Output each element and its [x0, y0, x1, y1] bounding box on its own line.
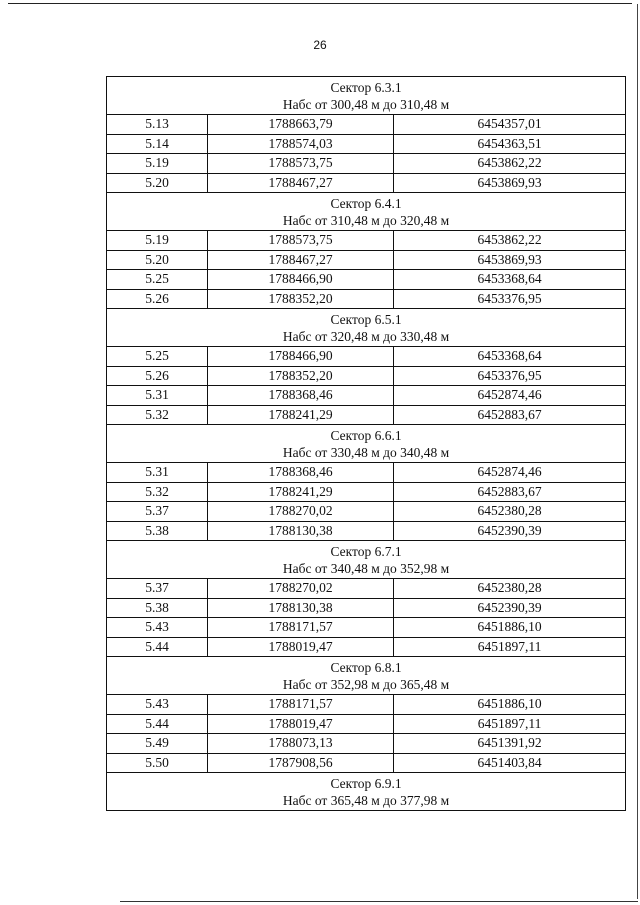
point-number-cell: 5.37	[107, 579, 208, 599]
x-coordinate-cell: 1788467,27	[208, 173, 394, 193]
sector-title: Сектор 6.6.1	[330, 427, 402, 443]
x-coordinate-cell: 1788241,29	[208, 405, 394, 425]
point-number-cell: 5.37	[107, 502, 208, 522]
table-row	[107, 502, 626, 522]
y-coordinate-cell: 6451403,84	[394, 753, 626, 773]
y-coordinate-cell: 6451391,92	[394, 734, 626, 754]
y-coordinate-cell: 6451897,11	[394, 714, 626, 734]
x-coordinate-cell: 1788368,46	[208, 463, 394, 483]
page-number: 26	[313, 38, 327, 52]
table-row	[107, 270, 626, 290]
table-row	[107, 173, 626, 193]
table-row	[107, 231, 626, 251]
sector-header-cell	[107, 425, 626, 463]
page-border-bottom	[120, 901, 638, 902]
y-coordinate-cell: 6454357,01	[394, 115, 626, 135]
point-number-cell: 5.43	[107, 618, 208, 638]
y-coordinate-cell: 6452874,46	[394, 463, 626, 483]
x-coordinate-cell: 1788073,13	[208, 734, 394, 754]
x-coordinate-cell: 1788663,79	[208, 115, 394, 135]
sector-height-range: Набс от 310,48 м до 320,48 м	[282, 212, 450, 228]
sector-title: Сектор 6.9.1	[330, 775, 402, 791]
sector-header-row	[107, 77, 626, 115]
sector-height-range: Набс от 320,48 м до 330,48 м	[282, 328, 450, 344]
y-coordinate-cell: 6452874,46	[394, 386, 626, 406]
x-coordinate-cell: 1788171,57	[208, 695, 394, 715]
point-number-cell: 5.32	[107, 482, 208, 502]
point-number-cell: 5.31	[107, 463, 208, 483]
point-number-cell: 5.44	[107, 637, 208, 657]
sector-height-range: Набс от 330,48 м до 340,48 м	[282, 444, 450, 460]
sector-header-cell	[107, 309, 626, 347]
x-coordinate-cell: 1788467,27	[208, 250, 394, 270]
y-coordinate-cell: 6451886,10	[394, 618, 626, 638]
table-row	[107, 154, 626, 174]
y-coordinate-cell: 6453376,95	[394, 366, 626, 386]
y-coordinate-cell: 6453869,93	[394, 173, 626, 193]
y-coordinate-cell: 6453376,95	[394, 289, 626, 309]
point-number-cell: 5.13	[107, 115, 208, 135]
x-coordinate-cell: 1788466,90	[208, 270, 394, 290]
coordinates-table	[106, 76, 626, 811]
table-row	[107, 521, 626, 541]
y-coordinate-cell: 6452390,39	[394, 598, 626, 618]
x-coordinate-cell: 1788171,57	[208, 618, 394, 638]
point-number-cell: 5.50	[107, 753, 208, 773]
page-border-right	[637, 4, 638, 899]
y-coordinate-cell: 6453869,93	[394, 250, 626, 270]
table-row	[107, 598, 626, 618]
point-number-cell: 5.31	[107, 386, 208, 406]
table-row	[107, 579, 626, 599]
table-row	[107, 386, 626, 406]
table-row	[107, 618, 626, 638]
table-row	[107, 753, 626, 773]
x-coordinate-cell: 1788130,38	[208, 598, 394, 618]
y-coordinate-cell: 6451886,10	[394, 695, 626, 715]
page-border-top	[8, 3, 632, 4]
sector-title: Сектор 6.3.1	[330, 79, 402, 95]
sector-header-cell	[107, 193, 626, 231]
y-coordinate-cell: 6451897,11	[394, 637, 626, 657]
x-coordinate-cell: 1788573,75	[208, 154, 394, 174]
table-row	[107, 463, 626, 483]
sector-header-row	[107, 657, 626, 695]
sector-header-row	[107, 541, 626, 579]
x-coordinate-cell: 1788466,90	[208, 347, 394, 367]
x-coordinate-cell: 1788352,20	[208, 366, 394, 386]
point-number-cell: 5.49	[107, 734, 208, 754]
sector-header-cell	[107, 77, 626, 115]
point-number-cell: 5.19	[107, 154, 208, 174]
sector-header-row	[107, 773, 626, 811]
point-number-cell: 5.26	[107, 289, 208, 309]
y-coordinate-cell: 6453368,64	[394, 270, 626, 290]
point-number-cell: 5.43	[107, 695, 208, 715]
table-row	[107, 115, 626, 135]
point-number-cell: 5.38	[107, 598, 208, 618]
point-number-cell: 5.14	[107, 134, 208, 154]
point-number-cell: 5.26	[107, 366, 208, 386]
sector-height-range: Набс от 365,48 м до 377,98 м	[282, 792, 450, 808]
table-row	[107, 289, 626, 309]
x-coordinate-cell: 1788270,02	[208, 502, 394, 522]
sector-title: Сектор 6.8.1	[330, 659, 402, 675]
sector-title: Сектор 6.5.1	[330, 311, 402, 327]
point-number-cell: 5.32	[107, 405, 208, 425]
table-row	[107, 482, 626, 502]
sector-header-row	[107, 309, 626, 347]
point-number-cell: 5.25	[107, 270, 208, 290]
x-coordinate-cell: 1787908,56	[208, 753, 394, 773]
x-coordinate-cell: 1788368,46	[208, 386, 394, 406]
table-row	[107, 734, 626, 754]
y-coordinate-cell: 6452380,28	[394, 502, 626, 522]
sector-header-row	[107, 425, 626, 463]
x-coordinate-cell: 1788241,29	[208, 482, 394, 502]
sector-height-range: Набс от 352,98 м до 365,48 м	[282, 676, 450, 692]
table-row	[107, 366, 626, 386]
point-number-cell: 5.38	[107, 521, 208, 541]
sector-header-cell	[107, 541, 626, 579]
y-coordinate-cell: 6453862,22	[394, 231, 626, 251]
y-coordinate-cell: 6452883,67	[394, 405, 626, 425]
sector-height-range: Набс от 300,48 м до 310,48 м	[282, 96, 450, 112]
table-row	[107, 347, 626, 367]
y-coordinate-cell: 6452390,39	[394, 521, 626, 541]
sector-title: Сектор 6.4.1	[330, 195, 402, 211]
x-coordinate-cell: 1788019,47	[208, 714, 394, 734]
y-coordinate-cell: 6452883,67	[394, 482, 626, 502]
y-coordinate-cell: 6454363,51	[394, 134, 626, 154]
y-coordinate-cell: 6453862,22	[394, 154, 626, 174]
point-number-cell: 5.25	[107, 347, 208, 367]
point-number-cell: 5.20	[107, 250, 208, 270]
sector-header-row	[107, 193, 626, 231]
sector-title: Сектор 6.7.1	[330, 543, 402, 559]
point-number-cell: 5.19	[107, 231, 208, 251]
sector-header-cell	[107, 657, 626, 695]
coordinates-table-body	[107, 77, 626, 811]
x-coordinate-cell: 1788130,38	[208, 521, 394, 541]
point-number-cell: 5.20	[107, 173, 208, 193]
table-row	[107, 714, 626, 734]
y-coordinate-cell: 6452380,28	[394, 579, 626, 599]
x-coordinate-cell: 1788352,20	[208, 289, 394, 309]
sector-header-cell	[107, 773, 626, 811]
table-row	[107, 405, 626, 425]
x-coordinate-cell: 1788574,03	[208, 134, 394, 154]
sector-height-range: Набс от 340,48 м до 352,98 м	[282, 560, 450, 576]
x-coordinate-cell: 1788573,75	[208, 231, 394, 251]
table-row	[107, 637, 626, 657]
x-coordinate-cell: 1788270,02	[208, 579, 394, 599]
table-row	[107, 250, 626, 270]
y-coordinate-cell: 6453368,64	[394, 347, 626, 367]
x-coordinate-cell: 1788019,47	[208, 637, 394, 657]
table-row	[107, 134, 626, 154]
table-row	[107, 695, 626, 715]
point-number-cell: 5.44	[107, 714, 208, 734]
